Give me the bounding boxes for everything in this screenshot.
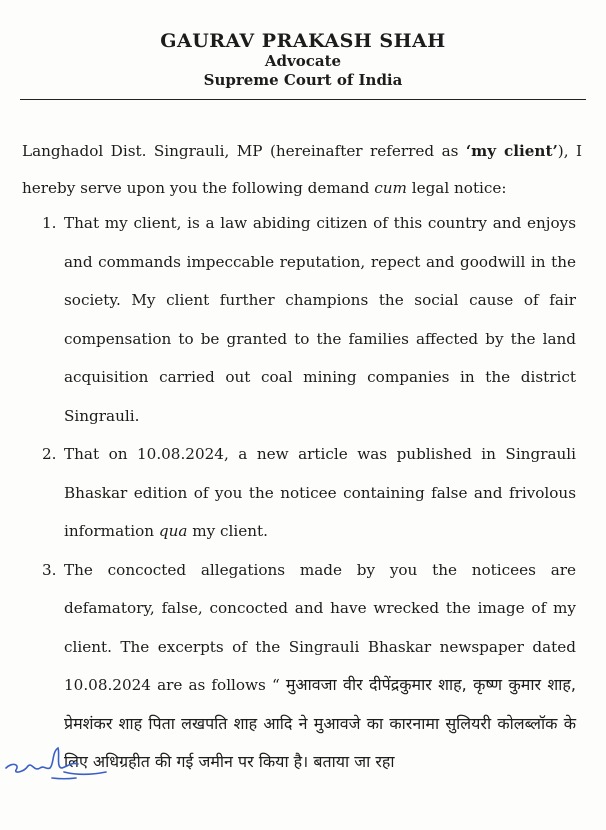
hindi-excerpt: मुआवजा वीर दीपेंद्रकुमार शाह, कृष्ण कुमार शाह, प्रेमशंकर शाह पिता लखपति शाह आदि ने मुआवजे का कारनामा सुलियरी कोलब्लॉक के लिए अधिग्रहीत की गई जमीन पर किया है। बताया जा रहा: [64, 675, 576, 771]
court-name: Supreme Court of India: [203, 71, 403, 89]
intro-text-before: Langhadol Dist. Singrauli, MP (hereinafter referred as: [22, 142, 466, 161]
letterhead: [0, 0, 606, 90]
point-text: That my client, is a law abiding citizen of this country and enjoys and commands impeccable reputation, repect and goodwill in the society. My client further champions the social cause of fair compensation to be granted to the families affected by the land acquisition carried out coal mining companies in the district Singrauli.: [64, 214, 576, 425]
intro-text-after: legal notice:: [406, 179, 507, 198]
notice-point-2: [0, 435, 576, 551]
intro-text-middle: ), I hereby serve upon you the following demand: [22, 142, 582, 198]
handwritten-signature: [2, 738, 112, 782]
point-number: 1.: [42, 214, 57, 232]
notice-points: [0, 204, 606, 782]
point-text-after: my client.: [187, 522, 268, 540]
point-number: 3.: [42, 560, 57, 579]
notice-point-1: [0, 204, 576, 435]
advocate-name: GAURAV PRAKASH SHAH: [160, 30, 446, 52]
signature-stroke: [6, 748, 106, 779]
point-text-before: That on 10.08.2024, a new article was published in Singrauli Bhaskar edition of you the noticee containing false and frivolous information: [64, 445, 576, 540]
intro-client-term: ‘my client’: [465, 142, 558, 161]
advocate-title: Advocate: [264, 52, 342, 70]
header-divider: [20, 99, 586, 100]
point-text-before: The concocted allegations made by you the noticees are defamatory, false, concocted and have wrecked the image of my client. The excerpts of the Singrauli Bhaskar newspaper dated 10.08.2024 are as follows “: [64, 560, 576, 694]
intro-cum: cum: [374, 179, 407, 198]
point-number: 2.: [42, 445, 57, 463]
intro-paragraph: [22, 133, 582, 207]
point-qua: qua: [158, 522, 188, 540]
